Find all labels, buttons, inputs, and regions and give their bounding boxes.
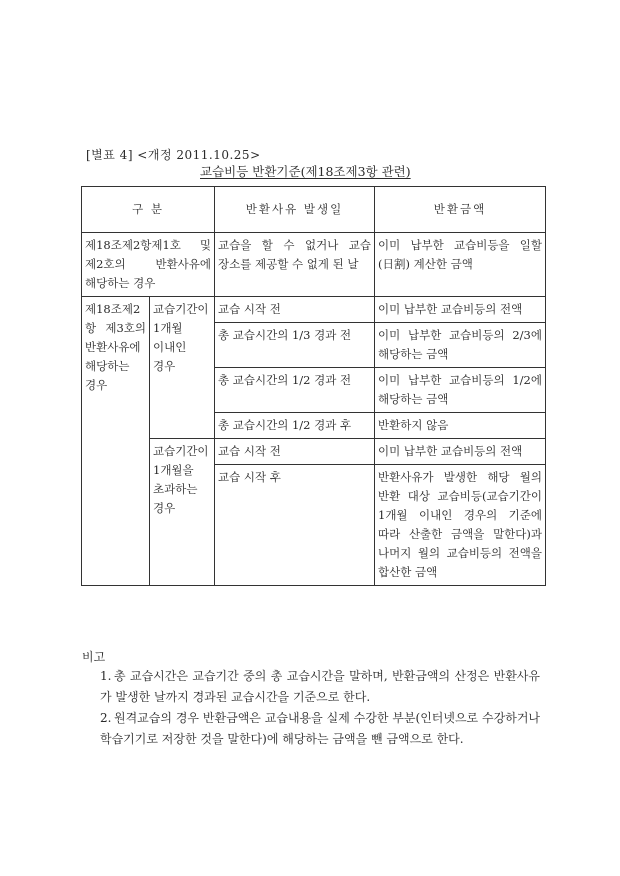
- notes-title: 비고: [82, 650, 106, 664]
- header-reason: 반환사유 발생일: [215, 187, 375, 233]
- sub1-row2-reason: 총 교습시간의 1/3 경과 전: [215, 323, 375, 368]
- sub1-row4-amount: 반환하지 않음: [375, 413, 546, 439]
- sub1-row3-reason: 총 교습시간의 1/2 경과 전: [215, 368, 375, 413]
- table-row: [82, 233, 546, 297]
- group2-category: 제18조제2항 제3호의 반환사유에 해당하는 경우: [82, 297, 150, 586]
- note-item: [100, 666, 540, 708]
- note-number: 2.: [100, 711, 112, 725]
- header-amount: 반환금액: [375, 187, 546, 233]
- table-row: [82, 439, 546, 465]
- note-text: 원격교습의 경우 반환금액은 교습내용을 실제 수강한 부분(인터넷으로 수강하거나 학습기기로 저장한 것을 말한다)에 해당하는 금액을 뺀 금액으로 한다.: [100, 711, 540, 746]
- sub2-label: 교습기간이 1개월을 초과하는 경우: [150, 439, 215, 586]
- sub1-row4-reason: 총 교습시간의 1/2 경과 후: [215, 413, 375, 439]
- refund-table: [81, 186, 546, 586]
- note-text: 총 교습시간은 교습기간 중의 총 교습시간을 말하며, 반환금액의 산정은 반환사유가 발생한 날까지 경과된 교습시간을 기준으로 한다.: [100, 669, 540, 704]
- sub2-row1-reason: 교습 시작 전: [215, 439, 375, 465]
- sub1-label: 교습기간이 1개월 이내인 경우: [150, 297, 215, 439]
- sub1-row2-amount: 이미 납부한 교습비등의 2/3에 해당하는 금액: [375, 323, 546, 368]
- row1-reason: 교습을 할 수 없거나 교습 장소를 제공할 수 없게 된 날: [215, 233, 375, 297]
- table-row: [82, 297, 546, 323]
- sub1-row1-amount: 이미 납부한 교습비등의 전액: [375, 297, 546, 323]
- header-category: 구 분: [82, 187, 215, 233]
- table-header-row: [82, 187, 546, 233]
- sub2-row2-reason: 교습 시작 후: [215, 465, 375, 586]
- note-number: 1.: [100, 669, 112, 683]
- note-item: [100, 708, 540, 750]
- sub1-row3-amount: 이미 납부한 교습비등의 1/2에 해당하는 금액: [375, 368, 546, 413]
- attachment-header: [별표 4] <개정 2011.10.25>: [86, 148, 261, 162]
- document-title: 교습비등 반환기준(제18조제3항 관련): [200, 164, 411, 179]
- row1-amount: 이미 납부한 교습비등을 일할(日割) 계산한 금액: [375, 233, 546, 297]
- sub1-row1-reason: 교습 시작 전: [215, 297, 375, 323]
- row1-category: 제18조제2항제1호 및 제2호의 반환사유에 해당하는 경우: [82, 233, 215, 297]
- sub2-row2-amount: 반환사유가 발생한 해당 월의 반환 대상 교습비등(교습기간이 1개월 이내인 경우의 기준에 따라 산출한 금액을 말한다)과 나머지 월의 교습비등의 전액을 합산한 금액: [375, 465, 546, 586]
- sub2-row1-amount: 이미 납부한 교습비등의 전액: [375, 439, 546, 465]
